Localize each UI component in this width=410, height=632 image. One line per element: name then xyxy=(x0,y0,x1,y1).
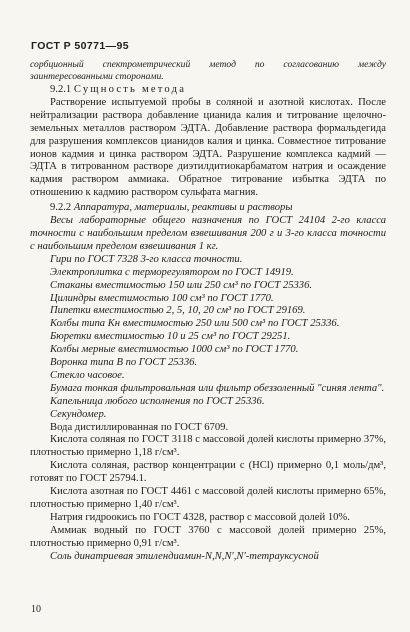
section-9-2-1-heading xyxy=(30,84,386,97)
item-funnel: Воронка типа В по ГОСТ 25336. xyxy=(50,357,198,369)
item-stopwatch: Секундомер. xyxy=(50,408,107,420)
section-title: Сущность метода xyxy=(73,84,187,95)
item-dropper: Капельница любого исполнения по ГОСТ 25336. xyxy=(50,395,265,407)
item-watch-glass: Стекло часовое. xyxy=(50,369,125,381)
section-9-2-2-heading xyxy=(30,202,386,215)
document-header: ГОСТ Р 50771—95 xyxy=(31,40,129,52)
item-filter-paper: Бумага тонкая фильтровальная или фильтр обеззоленный "синяя лента". xyxy=(50,382,385,394)
item-volumetric-flasks: Колбы мерные вместимостью 1000 см³ по ГОСТ 1770. xyxy=(50,344,299,356)
item-scales: Весы лабораторные общего назначения по ГОСТ 24104 2-го класса точности с наибольшим пределом взвешивания 200 г и 3-го класса точности с наибольшим пределом взвешивания 1 кг. xyxy=(30,215,386,252)
page-number: 10 xyxy=(31,604,41,615)
section-title: Аппаратура, материалы, реактивы и растворы xyxy=(73,202,293,214)
item-stove: Электроплитка с терморегулятором по ГОСТ 14919. xyxy=(50,266,294,278)
item-cylinders: Цилиндры вместимостью 100 см³ по ГОСТ 1770. xyxy=(50,292,274,304)
document-body xyxy=(30,82,386,564)
item-hcl: Кислота соляная по ГОСТ 3118 с массовой долей кислоты примерно 37%, плотностью примерно 1,18 г/см³. xyxy=(30,434,386,459)
item-weights: Гири по ГОСТ 7328 3-го класса точности. xyxy=(50,253,243,265)
section-9-2-1-text: Растворение испытуемой пробы в соляной и азотной кислотах. После нейтрализации раствора добавление цианида калия и титрование щелочно-земельных металлов раствором ЭДТА. Добавление раствора формальдегида для разрушения комплексов цианидов калия и цинка. Совместное титрование ионов кадмия и цинка раствором ЭДТА. Разрушение комплекса кадмий — ЭДТА в титрованном растворе диэтилдитиокарбаматом натрия и осаждение кадмия раствором аммиака. Обратное титрование избытка ЭДТА по отношению к кадмию раствором сульфата магния. xyxy=(30,96,386,199)
item-hcl-solution: Кислота соляная, раствор концентрации с (HCl) примерно 0,1 моль/дм³, готовят по ГОСТ 25794.1. xyxy=(30,460,386,485)
item-glasses: Стаканы вместимостью 150 или 250 см³ по ГОСТ 25336. xyxy=(50,279,313,291)
section-number: 9.2.1 xyxy=(50,84,72,95)
item-water: Вода дистиллированная по ГОСТ 6709. xyxy=(50,421,229,433)
item-naoh: Натрия гидроокись по ГОСТ 4328, раствор с массовой долей 10%. xyxy=(50,511,350,523)
item-burettes: Бюретки вместимостью 10 и 25 см³ по ГОСТ 29251. xyxy=(50,331,291,343)
item-ammonia: Аммиак водный по ГОСТ 3760 с массовой долей примерно 25%, плотностью примерно 0,91 г/см³. xyxy=(30,524,386,549)
item-pipettes: Пипетки вместимостью 2, 5, 10, 20 см³ по ГОСТ 29169. xyxy=(50,305,306,317)
section-number: 9.2.2 xyxy=(50,202,72,214)
item-edta-salt: Соль динатриевая этилендиамин-N,N,N′,N′-тетрауксусной xyxy=(50,550,319,562)
item-hno3: Кислота азотная по ГОСТ 4461 с массовой долей кислоты примерно 65%, плотностью примерно 1,40 г/см³. xyxy=(30,486,386,510)
item-flasks-kn: Колбы типа Кн вместимостью 250 или 500 см³ по ГОСТ 25336. xyxy=(50,318,340,330)
intro-paragraph: сорбционный спектрометрический метод по согласованию между заинтересованными сторонами. xyxy=(30,59,386,82)
